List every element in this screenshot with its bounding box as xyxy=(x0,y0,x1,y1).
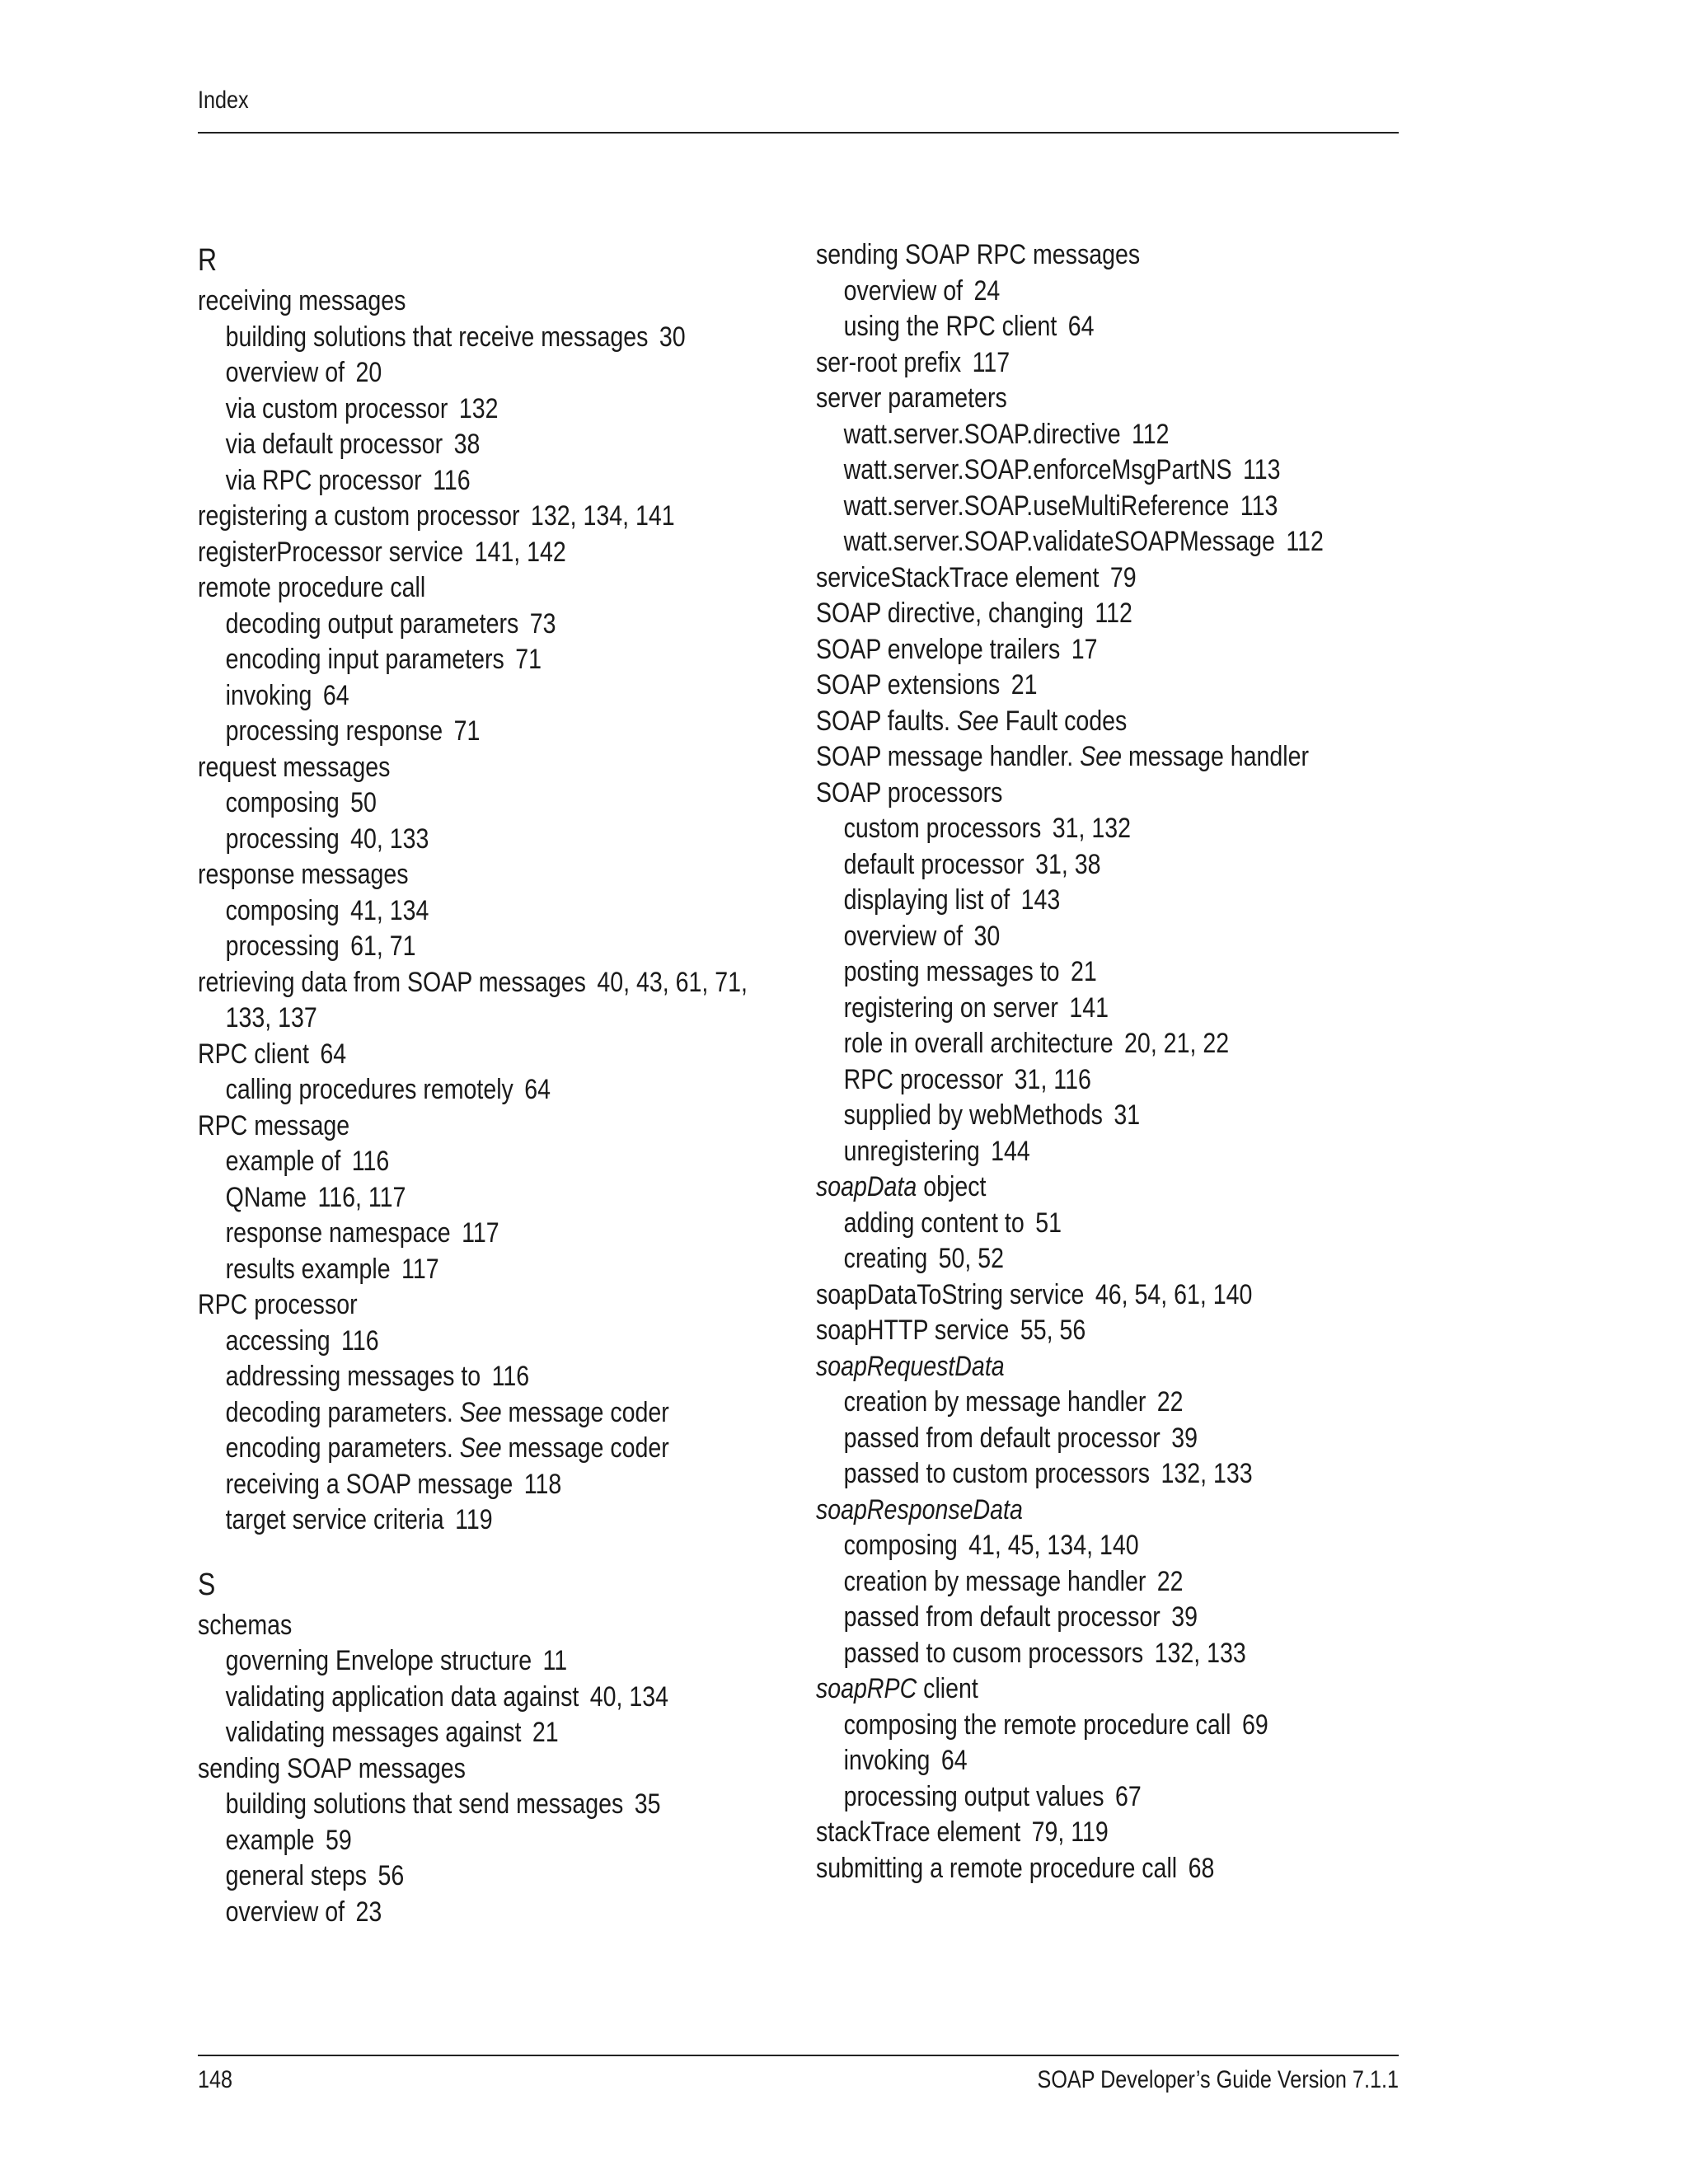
entry-term: default processor xyxy=(843,848,1025,880)
entry-term: calling procedures remotely xyxy=(225,1074,513,1105)
entry-page-numbers: 69 xyxy=(1241,1708,1268,1741)
index-entry xyxy=(816,1493,1324,1529)
index-subentry xyxy=(816,1636,1324,1672)
entry-term: creating xyxy=(843,1243,928,1274)
entry-page-numbers: 51 xyxy=(1035,1207,1062,1239)
entry-term: stackTrace element xyxy=(816,1816,1021,1848)
entry-term: via custom processor xyxy=(225,392,448,424)
index-subentry xyxy=(816,452,1324,489)
index-subentry xyxy=(816,1600,1324,1636)
entry-term: creation by message handler xyxy=(843,1565,1146,1597)
document-title: SOAP Developer’s Guide Version 7.1.1 xyxy=(1037,2066,1399,2093)
section-letter: S xyxy=(198,1567,216,1602)
index-entry xyxy=(816,776,1324,812)
entry-term: server parameters xyxy=(816,382,1007,414)
entry-page-numbers: 21 xyxy=(1070,956,1097,987)
index-subentry xyxy=(816,309,1324,345)
entry-page-numbers: 11 xyxy=(542,1645,568,1676)
running-header: Index xyxy=(198,87,249,114)
index-subentry xyxy=(816,1241,1324,1277)
entry-term: via RPC processor xyxy=(225,464,422,496)
entry-page-numbers: 67 xyxy=(1114,1780,1142,1812)
entry-term: registering a custom processor xyxy=(198,500,520,532)
entry-italic-term: soapResponseData xyxy=(816,1493,1023,1526)
index-subentry xyxy=(198,1858,748,1895)
index-entry xyxy=(198,1037,748,1073)
index-entry xyxy=(198,284,748,320)
index-entry xyxy=(198,570,748,607)
entry-term: processing response xyxy=(225,715,443,747)
page-number: 148 xyxy=(198,2066,233,2093)
index-entry xyxy=(198,535,748,571)
entry-term: accessing xyxy=(225,1324,331,1357)
entry-term: client xyxy=(923,1673,978,1704)
entry-page-numbers: 143 xyxy=(1020,884,1061,916)
index-column-right xyxy=(816,237,1420,1886)
index-entry xyxy=(816,1815,1324,1851)
entry-term: SOAP faults. xyxy=(816,705,950,737)
index-entry xyxy=(816,1277,1324,1314)
index-entry xyxy=(198,1108,748,1145)
see-target: message handler xyxy=(1128,741,1310,772)
entry-term: RPC message xyxy=(198,1109,350,1141)
index-subentry xyxy=(198,1895,748,1931)
entry-page-numbers: 113 xyxy=(1242,454,1281,485)
entry-term: processing xyxy=(225,823,340,855)
entry-page-numbers: 31 xyxy=(1114,1099,1141,1131)
index-entry xyxy=(816,704,1324,740)
index-subentry xyxy=(198,391,748,428)
entry-page-numbers: 79 xyxy=(1109,561,1137,593)
entry-page-numbers: 56 xyxy=(377,1860,405,1891)
entry-page-numbers: 31, 116 xyxy=(1014,1063,1091,1095)
entry-term: response namespace xyxy=(225,1217,451,1249)
entry-term: composing xyxy=(843,1530,958,1561)
entry-term: encoding parameters. xyxy=(225,1432,453,1464)
index-subentry xyxy=(198,929,748,965)
entry-page-numbers: 21 xyxy=(532,1717,559,1748)
entry-term: 133, 137 xyxy=(225,1002,317,1033)
entry-page-numbers: 116 xyxy=(351,1146,390,1177)
entry-term: overview of xyxy=(225,357,345,388)
index-subentry xyxy=(816,919,1324,955)
entry-term: retrieving data from SOAP messages xyxy=(198,966,586,998)
entry-page-numbers: 71 xyxy=(515,644,542,675)
index-entry xyxy=(816,1851,1324,1887)
see-target: Fault codes xyxy=(1005,705,1128,737)
index-entry xyxy=(816,1671,1324,1708)
entry-term: passed from default processor xyxy=(843,1601,1160,1633)
entry-term: RPC client xyxy=(198,1038,309,1070)
entry-term: validating application data against xyxy=(225,1680,579,1713)
entry-term: schemas xyxy=(198,1609,293,1641)
index-subentry xyxy=(816,1026,1324,1062)
index-subentry xyxy=(198,1324,748,1360)
index-subentry xyxy=(816,1456,1324,1493)
entry-term: watt.server.SOAP.useMultiReference xyxy=(843,490,1230,522)
entry-term: processing xyxy=(225,930,340,962)
entry-page-numbers: 64 xyxy=(524,1074,551,1105)
entry-term: encoding input parameters xyxy=(225,644,504,675)
entry-term: general steps xyxy=(225,1860,368,1891)
entry-page-numbers: 117 xyxy=(462,1217,499,1249)
index-subentry xyxy=(816,274,1324,310)
index-entry xyxy=(198,857,748,893)
index-subentry xyxy=(816,1098,1324,1134)
entry-page-numbers: 24 xyxy=(973,274,1001,307)
index-entry xyxy=(816,237,1324,274)
see-reference: See xyxy=(1080,741,1123,772)
entry-term: RPC processor xyxy=(843,1063,1004,1095)
index-subentry xyxy=(816,524,1324,560)
index-subentry xyxy=(816,954,1324,991)
entry-term: SOAP extensions xyxy=(816,669,1001,701)
index-entry xyxy=(816,632,1324,668)
index-subentry xyxy=(816,991,1324,1027)
entry-term: overview of xyxy=(225,1896,345,1928)
entry-page-numbers: 64 xyxy=(320,1038,347,1070)
index-subentry xyxy=(198,1787,748,1823)
entry-term: processing output values xyxy=(843,1780,1104,1812)
entry-page-numbers: 71 xyxy=(453,715,481,747)
index-subentry xyxy=(198,607,748,643)
entry-term: remote procedure call xyxy=(198,572,426,603)
entry-term: QName xyxy=(225,1181,307,1213)
index-subentry xyxy=(816,1421,1324,1457)
entry-page-numbers: 141, 142 xyxy=(474,536,566,568)
entry-page-numbers: 118 xyxy=(523,1468,562,1500)
index-column-left xyxy=(198,237,852,1930)
entry-page-numbers: 119 xyxy=(455,1504,493,1535)
entry-term: posting messages to xyxy=(843,956,1060,987)
index-subentry xyxy=(816,1564,1324,1601)
entry-page-numbers: 132 xyxy=(458,392,499,424)
entry-page-numbers: 20 xyxy=(355,357,382,388)
see-reference: See xyxy=(956,705,999,737)
entry-term: passed to custom processors xyxy=(843,1458,1151,1489)
entry-term: adding content to xyxy=(843,1207,1025,1239)
index-subentry xyxy=(198,714,748,750)
entry-term: building solutions that send messages xyxy=(225,1788,624,1820)
entry-page-numbers: 30 xyxy=(973,920,1001,952)
entry-term: watt.server.SOAP.directive xyxy=(843,418,1121,450)
index-entry xyxy=(198,499,748,535)
entry-page-numbers: 113 xyxy=(1240,490,1278,522)
index-subentry xyxy=(816,883,1324,919)
entry-term: invoking xyxy=(843,1745,931,1776)
entry-page-numbers: 116 xyxy=(341,1324,379,1357)
see-target: message coder xyxy=(508,1432,669,1464)
entry-italic-term: soapRequestData xyxy=(816,1350,1005,1382)
index-subentry xyxy=(198,1680,748,1716)
section-letter: R xyxy=(198,243,218,278)
entry-page-numbers: 64 xyxy=(322,679,349,711)
entry-italic-term: soapRPC xyxy=(816,1673,917,1704)
entry-term: custom processors xyxy=(843,813,1042,844)
index-entry xyxy=(816,1169,1324,1206)
entry-term: SOAP processors xyxy=(816,776,1003,808)
index-subentry xyxy=(198,1395,748,1432)
index-entry xyxy=(198,1608,748,1644)
entry-page-numbers: 116 xyxy=(491,1361,530,1392)
entry-term: composing xyxy=(225,787,340,818)
index-subentry xyxy=(816,1779,1324,1816)
entry-term: response messages xyxy=(198,859,409,890)
entry-page-numbers: 22 xyxy=(1156,1386,1184,1418)
entry-page-numbers: 41, 45, 134, 140 xyxy=(968,1530,1139,1561)
index-entry xyxy=(816,1313,1324,1349)
index-subentry xyxy=(198,1252,748,1288)
entry-term: unregistering xyxy=(843,1135,980,1167)
entry-page-numbers: 117 xyxy=(972,346,1010,378)
entry-term: soapHTTP service xyxy=(816,1315,1010,1346)
entry-page-numbers: 117 xyxy=(401,1253,439,1285)
index-subentry xyxy=(198,678,748,715)
entry-page-numbers: 132, 133 xyxy=(1154,1637,1246,1669)
entry-term: receiving messages xyxy=(198,285,406,316)
index-entry xyxy=(816,381,1324,417)
see-target: message coder xyxy=(508,1396,669,1428)
index-subentry xyxy=(198,1359,748,1395)
entry-page-numbers: 116 xyxy=(433,464,471,496)
see-reference: See xyxy=(459,1432,502,1464)
entry-term: displaying list of xyxy=(843,884,1010,916)
index-subentry xyxy=(198,1431,748,1467)
index-entry xyxy=(198,1287,748,1324)
entry-term: example xyxy=(225,1824,315,1856)
entry-term: via default processor xyxy=(225,429,443,460)
entry-term: ser-root prefix xyxy=(816,346,962,378)
entry-term: soapDataToString service xyxy=(816,1278,1085,1310)
entry-page-numbers: 59 xyxy=(325,1824,352,1856)
index-entry xyxy=(816,739,1324,776)
entry-term: registering on server xyxy=(843,991,1058,1024)
index-entry xyxy=(198,1751,748,1788)
index-subentry xyxy=(198,1216,748,1252)
index-entry xyxy=(198,750,748,786)
entry-term: registerProcessor service xyxy=(198,536,464,568)
index-subentry xyxy=(198,1001,748,1037)
entry-term: request messages xyxy=(198,751,391,783)
entry-page-numbers: 68 xyxy=(1188,1852,1215,1884)
index-subentry xyxy=(198,355,748,391)
entry-term: SOAP directive, changing xyxy=(816,598,1084,629)
see-reference: See xyxy=(459,1396,502,1428)
entry-term: using the RPC client xyxy=(843,311,1057,342)
entry-page-numbers: 116, 117 xyxy=(317,1181,406,1213)
index-entry xyxy=(816,596,1324,632)
entry-page-numbers: 21 xyxy=(1010,669,1038,701)
entry-term: receiving a SOAP message xyxy=(225,1468,513,1500)
index-entry xyxy=(816,668,1324,704)
entry-page-numbers: 23 xyxy=(355,1896,382,1928)
entry-page-numbers: 55, 56 xyxy=(1020,1315,1086,1346)
entry-page-numbers: 144 xyxy=(991,1135,1030,1167)
entry-page-numbers: 46, 54, 61, 140 xyxy=(1095,1278,1253,1310)
index-entry xyxy=(198,965,748,1001)
entry-term: SOAP envelope trailers xyxy=(816,633,1061,665)
index-subentry xyxy=(816,1206,1324,1242)
entry-page-numbers: 39 xyxy=(1171,1422,1198,1454)
entry-term: watt.server.SOAP.enforceMsgPartNS xyxy=(843,454,1232,485)
index-subentry xyxy=(198,1467,748,1503)
entry-term: decoding parameters. xyxy=(225,1396,453,1428)
entry-term: creation by message handler xyxy=(843,1386,1146,1418)
entry-term: invoking xyxy=(225,679,312,711)
index-entry xyxy=(816,560,1324,597)
entry-term: composing xyxy=(225,894,340,926)
entry-term: submitting a remote procedure call xyxy=(816,1852,1178,1884)
entry-term: watt.server.SOAP.validateSOAPMessage xyxy=(843,526,1275,557)
entry-page-numbers: 112 xyxy=(1132,418,1170,450)
index-entry xyxy=(816,1349,1324,1385)
entry-term: governing Envelope structure xyxy=(225,1645,532,1676)
index-entry xyxy=(816,345,1324,382)
entry-page-numbers: 112 xyxy=(1286,526,1324,557)
entry-page-numbers: 31, 132 xyxy=(1052,813,1132,844)
entry-page-numbers: 50, 52 xyxy=(938,1243,1005,1274)
entry-page-numbers: 40, 133 xyxy=(350,823,429,855)
index-subentry xyxy=(198,1072,748,1108)
entry-term: addressing messages to xyxy=(225,1361,481,1392)
entry-term: RPC processor xyxy=(198,1289,358,1320)
index-subentry xyxy=(816,1134,1324,1170)
index-subentry xyxy=(816,1743,1324,1779)
entry-page-numbers: 30 xyxy=(659,321,686,353)
entry-term: sending SOAP RPC messages xyxy=(816,239,1141,270)
entry-page-numbers: 31, 38 xyxy=(1035,848,1101,880)
entry-term: overview of xyxy=(843,920,964,952)
entry-italic-term: soapData xyxy=(816,1171,917,1202)
entry-page-numbers: 38 xyxy=(453,429,481,460)
index-subentry xyxy=(816,811,1324,847)
entry-page-numbers: 41, 134 xyxy=(350,894,429,926)
entry-page-numbers: 132, 133 xyxy=(1160,1458,1253,1489)
footer-divider xyxy=(198,2055,1399,2056)
entry-term: results example xyxy=(225,1253,391,1285)
entry-page-numbers: 73 xyxy=(529,607,556,640)
entry-term: serviceStackTrace element xyxy=(816,561,1100,593)
entry-page-numbers: 112 xyxy=(1095,598,1132,629)
index-subentry xyxy=(198,822,748,858)
index-subentry xyxy=(816,847,1324,883)
index-subentry xyxy=(198,1643,748,1680)
entry-term: object xyxy=(923,1171,987,1202)
index-subentry xyxy=(198,1144,748,1180)
index-subentry xyxy=(198,785,748,822)
entry-page-numbers: 22 xyxy=(1156,1565,1184,1597)
entry-page-numbers: 64 xyxy=(1067,311,1095,342)
entry-term: overview of xyxy=(843,274,964,307)
index-subentry xyxy=(198,1823,748,1859)
index-subentry xyxy=(816,1062,1324,1099)
index-subentry xyxy=(198,1180,748,1216)
entry-page-numbers: 39 xyxy=(1171,1601,1198,1633)
index-subentry xyxy=(816,489,1324,525)
index-subentry xyxy=(198,893,748,930)
index-subentry xyxy=(816,1528,1324,1564)
entry-term: composing the remote procedure call xyxy=(843,1708,1231,1741)
entry-term: passed to cusom processors xyxy=(843,1637,1144,1669)
index-subentry xyxy=(198,463,748,499)
entry-page-numbers: 50 xyxy=(350,787,377,818)
entry-page-numbers: 79, 119 xyxy=(1031,1816,1109,1848)
index-subentry xyxy=(816,1708,1324,1744)
entry-page-numbers: 141 xyxy=(1069,991,1109,1024)
index-subentry xyxy=(198,1502,748,1539)
entry-term: target service criteria xyxy=(225,1504,444,1535)
entry-term: supplied by webMethods xyxy=(843,1099,1103,1131)
index-subentry xyxy=(198,642,748,678)
entry-page-numbers: 61, 71 xyxy=(350,930,416,962)
entry-term: SOAP message handler. xyxy=(816,741,1074,772)
entry-term: passed from default processor xyxy=(843,1422,1160,1454)
entry-page-numbers: 40, 43, 61, 71, xyxy=(597,966,748,998)
index-subentry xyxy=(816,1385,1324,1421)
index-subentry xyxy=(198,427,748,463)
entry-term: role in overall architecture xyxy=(843,1028,1114,1059)
entry-term: example of xyxy=(225,1146,341,1177)
entry-term: sending SOAP messages xyxy=(198,1752,466,1784)
index-subentry xyxy=(198,1715,748,1751)
header-divider xyxy=(198,132,1399,134)
entry-term: building solutions that receive messages xyxy=(225,321,649,353)
entry-page-numbers: 64 xyxy=(940,1745,968,1776)
index-subentry xyxy=(816,417,1324,453)
entry-term: decoding output parameters xyxy=(225,607,519,640)
section-spacer xyxy=(198,1539,748,1562)
entry-page-numbers: 35 xyxy=(634,1788,661,1820)
entry-page-numbers: 132, 134, 141 xyxy=(530,500,675,532)
entry-page-numbers: 20, 21, 22 xyxy=(1124,1028,1230,1059)
entry-page-numbers: 17 xyxy=(1071,633,1098,665)
entry-page-numbers: 40, 134 xyxy=(589,1680,669,1713)
index-subentry xyxy=(198,320,748,356)
entry-term: validating messages against xyxy=(225,1717,522,1748)
